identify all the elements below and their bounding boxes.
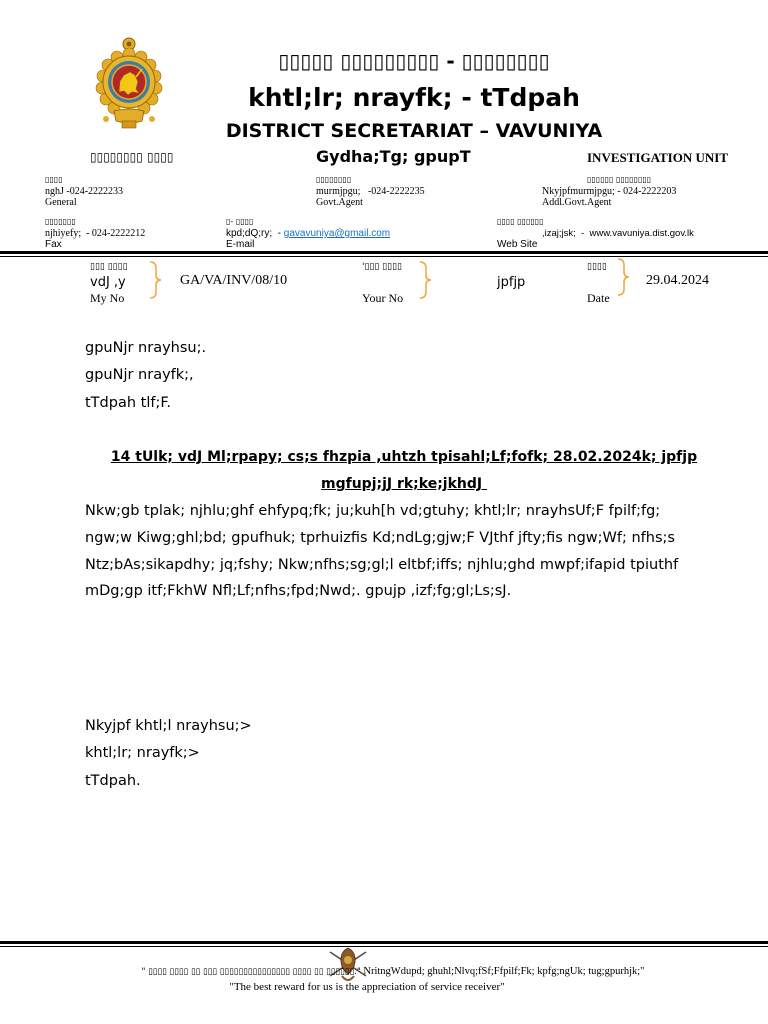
email-label-sinhala: ▯- ▯▯▯▯ — [226, 217, 254, 226]
header-divider — [0, 251, 768, 254]
email-label-tamil: kpd;dQ;ry; - — [226, 228, 284, 239]
date-label-sinhala: ▯▯▯▯ — [587, 262, 607, 272]
email-link[interactable]: gavavuniya@gmail.com — [283, 228, 391, 239]
govt-agent-label: Govt.Agent — [316, 197, 363, 208]
title-tamil: khtl;lr; nrayfk; - tTdpah — [248, 83, 580, 112]
unit-name-sinhala: ▯▯▯▯▯▯▯▯ ▯▯▯▯ — [90, 150, 174, 164]
fax-number: njhiyefy; - 024-2222212 — [45, 228, 146, 239]
subject-line — [40, 477, 768, 491]
body-line: Ntz;bAs;sikapdhy; jq;fshy; Nkw;nfhs;sg;gl;l eltbf;iffs; njhlu;ghd mwpf;ifapid tpiuthf — [85, 557, 679, 573]
date-label: Date — [587, 291, 610, 305]
subject-line — [40, 450, 768, 464]
addl-govt-agent-label-sinhala: ▯▯▯▯▯▯ ▯▯▯▯▯▯▯▯ — [587, 175, 652, 184]
fax-label-sinhala: ▯▯▯▯▯▯▯ — [45, 217, 76, 226]
recipient-line: tTdpah tlf;F. — [85, 395, 171, 411]
my-no-label: My No — [90, 291, 125, 305]
govt-agent-label-sinhala: ▯▯▯▯▯▯▯▯ — [316, 175, 352, 184]
body-line: ngw;w Kiwg;ghl;bd; gpufhuk; tprhuizfis Kd;ndLg;gjw;F VJthf jfty;fis ngw;Wf; nfhs;s — [85, 530, 675, 546]
email-label: E-mail — [226, 239, 255, 250]
recipient-line: gpuNjr nrayfk;, — [85, 367, 194, 383]
signature-title: Nkyjpf khtl;l nrayhsu;> — [85, 718, 252, 734]
curly-brace-icon — [148, 261, 162, 299]
general-label-sinhala: ▯▯▯▯ — [45, 175, 63, 184]
website-address: ,izaj;jsk; - www.vavuniya.dist.gov.lk — [542, 228, 694, 239]
footer-motto-english: "The best reward for us is the appreciation of service receiver" — [229, 981, 505, 993]
footer-divider — [0, 941, 768, 944]
date-value: 29.04.2024 — [646, 273, 709, 288]
addl-govt-agent-label: Addl.Govt.Agent — [542, 197, 612, 208]
subject-text: mgfupj;jJ rk;ke;jkhdJ — [321, 476, 487, 492]
website-label-sinhala: ▯▯▯▯ ▯▯▯▯▯▯ — [497, 217, 544, 226]
date-label-tamil: jpfjp — [497, 275, 526, 290]
title-sinhala: ▯▯▯▯▯ ▯▯▯▯▯▯▯▯▯ - ▯▯▯▯▯▯▯▯ — [278, 49, 550, 73]
general-label: General — [45, 197, 77, 208]
govt-agent-phone: murmjpgu; -024-2222235 — [316, 186, 425, 197]
email-line — [226, 229, 390, 239]
signature-office: khtl;lr; nrayfk;> — [85, 745, 200, 761]
recipient-line: gpuNjr nrayhsu;. — [85, 340, 207, 356]
my-no-label-sinhala: ▯▯▯ ▯▯▯▯ — [90, 262, 128, 272]
curly-brace-icon — [418, 261, 432, 299]
footer-divider-thin — [0, 946, 768, 947]
addl-govt-agent-phone: Nkyjpfmurmjpgu; - 024-2222203 — [542, 186, 677, 197]
my-no-label-tamil: vdJ ,y — [90, 275, 126, 290]
header-divider-thin — [0, 256, 768, 257]
fax-label: Fax — [45, 239, 62, 250]
body-line: Nkw;gb tplak; njhlu;ghf ehfypq;fk; ju;kuh[h vd;gtuhy; khtl;lr; nrayhsUf;F fpilf;fg; — [85, 503, 661, 519]
footer-motto-sinhala: " ▯▯▯▯ ▯▯▯▯ ▯▯ ▯▯▯ ▯▯▯▯▯▯▯▯▯▯▯▯▯▯▯ ▯▯▯▯ ▯▯ ▯▯▯▯▯▯." — [141, 967, 361, 977]
signature-place: tTdpah. — [85, 773, 141, 789]
unit-name-english: INVESTIGATION UNIT — [587, 150, 728, 165]
footer-motto-tamil: NritngWdupd; ghuhl;Nlvq;fSf;Ffpilf;Fk; kpfg;ngUk; tug;gpurhjk;" — [360, 966, 645, 977]
unit-name-tamil: Gydha;Tg; gpupT — [316, 147, 471, 166]
website-label: Web Site — [497, 239, 538, 250]
my-no-value: GA/VA/INV/08/10 — [180, 273, 288, 288]
curly-brace-icon — [616, 258, 630, 296]
body-line: mDg;gp itf;FkhW Nfl;Lf;nfhs;fpd;Nwd;. gpujp ,izf;fg;gl;Ls;sJ. — [85, 583, 512, 599]
your-no-label: Your No — [362, 291, 404, 305]
subject-text: 14 tUlk; vdJ Ml;rpapy; cs;s fhzpia ,uhtzh tpisahl;Lf;fofk; 28.02.2024k; jpfjp — [110, 449, 698, 465]
your-no-label-sinhala: '▯▯▯ ▯▯▯▯ — [362, 262, 403, 272]
title-english: DISTRICT SECRETARIAT – VAVUNIYA — [225, 120, 603, 142]
footer-motto — [18, 967, 768, 978]
general-phone: nghJ -024-2222233 — [45, 186, 124, 197]
